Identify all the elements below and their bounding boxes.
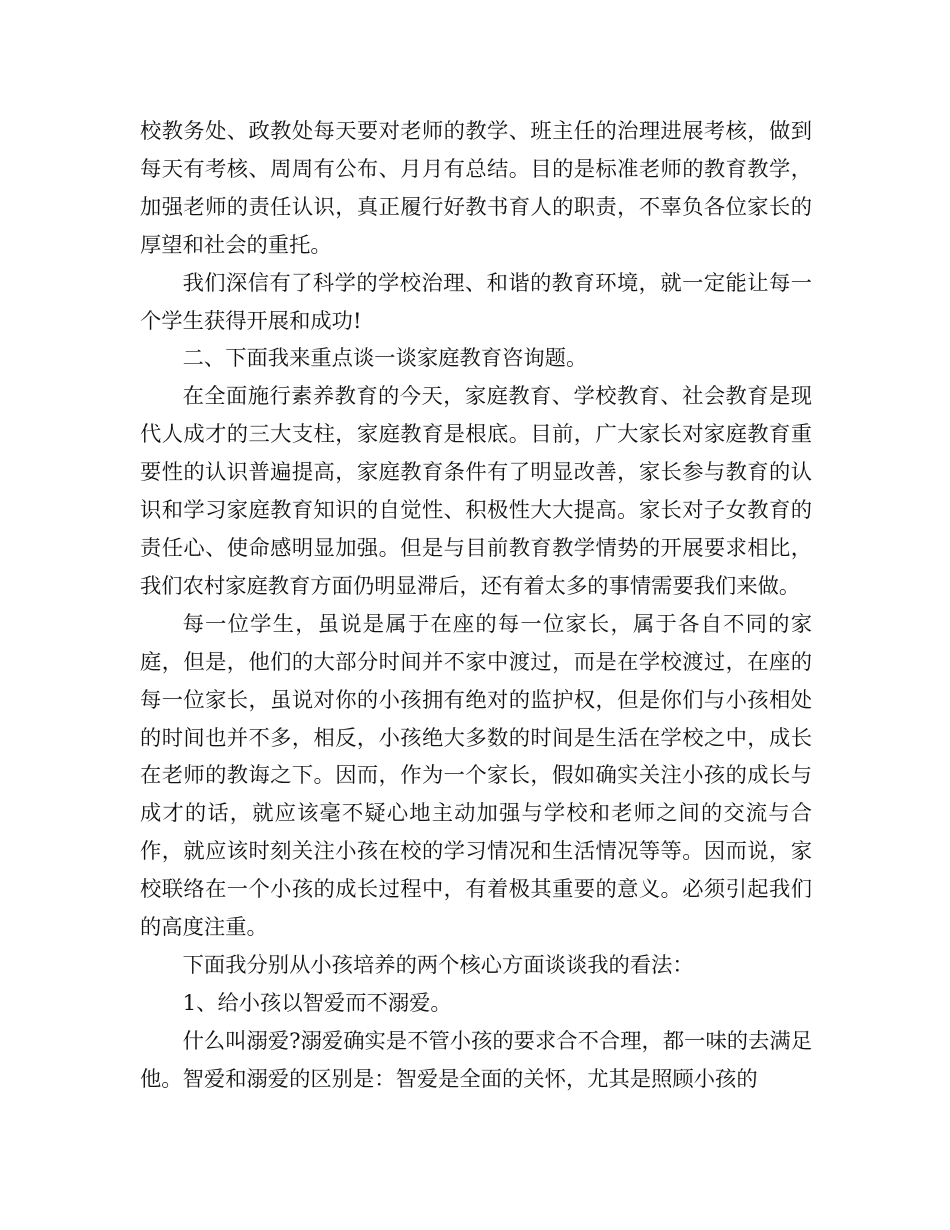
document-body [140,113,812,1099]
subsection-heading: 1、给小孩以智爱而不溺爱。 [182,990,452,1016]
paragraph: 在全面施行素养教育的今天，家庭教育、学校教育、社会教育是现代人成才的三大支柱，家庭教育是根底。目前，广大家长对家庭教育重要性的认识普遍提高，家庭教育条件有了明显改善，家长参与教育的认识和学习家庭教育知识的自觉性、积极性大大提高。家长对子女教育的责任心、使命感明显加强。但是与目前教育教学情势的开展要求相比，我们农村家庭教育方面仍明显滞后，还有着太多的事情需要我们来做。 [140,384,812,599]
paragraph: 每一位学生，虽说是属于在座的每一位家长，属于各自不同的家庭，但是，他们的大部分时间并不家中渡过，而是在学校渡过，在座的每一位家长，虽说对你的小孩拥有绝对的监护权，但是你们与小孩相处的时间也并不多，相反，小孩绝大多数的时间是生活在学校之中，成长在老师的教诲之下。因而，作为一个家长，假如确实关注小孩的成长与成才的话，就应该毫不疑心地主动加强与学校和老师之间的交流与合作，就应该时刻关注小孩在校的学习情况和生活情况等等。因而说，家校联络在一个小孩的成长过程中，有着极其重要的意义。必须引起我们的高度注重。 [140,611,812,941]
paragraph-continued: 校教务处、政教处每天要对老师的教学、班主任的治理进展考核，做到每天有考核、周周有公布、月月有总结。目的是标准老师的教育教学，加强老师的责任认识，真正履行好教书育人的职责，不辜负各位家长的厚望和社会的重托。 [140,119,812,258]
section-heading: 二、下面我来重点谈一谈家庭教育咨询题。 [182,346,588,372]
paragraph: 什么叫溺爱?溺爱确实是不管小孩的要求合不合理，都一味的去满足他。智爱和溺爱的区别是：智爱是全面的关怀，尤其是照顾小孩的 [140,1028,812,1092]
paragraph: 我们深信有了科学的学校治理、和谐的教育环境，就一定能让每一个学生获得开展和成功! [140,270,812,334]
paragraph: 下面我分别从小孩培养的两个核心方面谈谈我的看法： [182,952,694,978]
